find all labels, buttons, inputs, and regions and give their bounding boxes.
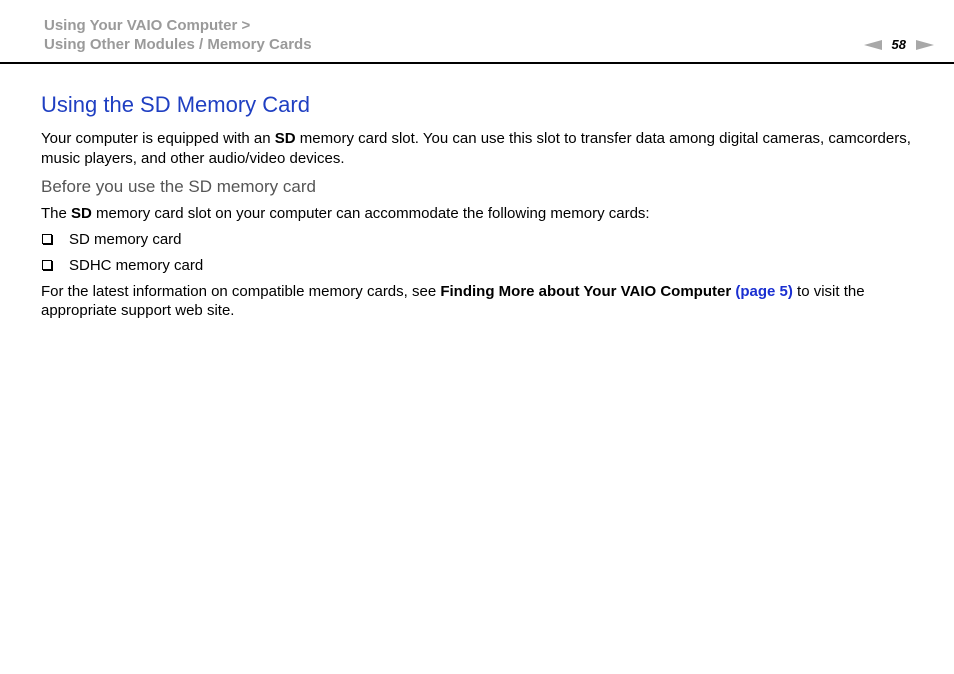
- header-divider: [0, 62, 954, 64]
- checkbox-bullet-icon: [42, 234, 52, 244]
- breadcrumb: [44, 16, 312, 54]
- page-5-link[interactable]: (page 5): [735, 282, 793, 300]
- page-navigation: [864, 37, 934, 52]
- list-item: [41, 230, 921, 249]
- slot-text-end: memory card slot on your computer can accommodate the following memory cards:: [91, 205, 650, 222]
- page-number: 58: [891, 37, 906, 52]
- latest-info-paragraph: [41, 282, 921, 321]
- slot-sd-bold: SD: [71, 205, 92, 222]
- main-content: [41, 90, 921, 321]
- section-title: Using the SD Memory Card: [41, 92, 310, 117]
- next-page-arrow-icon[interactable]: [916, 40, 934, 50]
- memory-card-list: [41, 230, 921, 275]
- intro-paragraph: [41, 129, 921, 168]
- intro-sd-bold: SD: [274, 130, 296, 147]
- intro-text-start: Your computer is equipped with an: [41, 130, 275, 147]
- finding-more-bold: Finding More about Your VAIO Computer: [440, 282, 732, 300]
- slot-paragraph: [41, 204, 921, 224]
- intro-text-end: memory card slot. You can use this slot to transfer data among digital cameras, camcorders, music players, and other audio/video devices.: [41, 130, 911, 167]
- latest-text-end: to visit the appropriate support web site.: [41, 282, 865, 319]
- latest-text-start: For the latest information on compatible memory cards, see: [41, 282, 441, 300]
- slot-text-start: The: [41, 205, 72, 222]
- subheading: Before you use the SD memory card: [41, 177, 316, 196]
- list-item-label: SDHC memory card: [69, 256, 204, 274]
- list-item: [41, 256, 921, 275]
- checkbox-bullet-icon: [42, 260, 52, 270]
- breadcrumb-line-1: Using Your VAIO Computer >: [44, 17, 251, 34]
- breadcrumb-line-2: Using Other Modules / Memory Cards: [44, 36, 312, 53]
- previous-page-arrow-icon[interactable]: [864, 40, 882, 50]
- list-item-label: SD memory card: [69, 230, 182, 248]
